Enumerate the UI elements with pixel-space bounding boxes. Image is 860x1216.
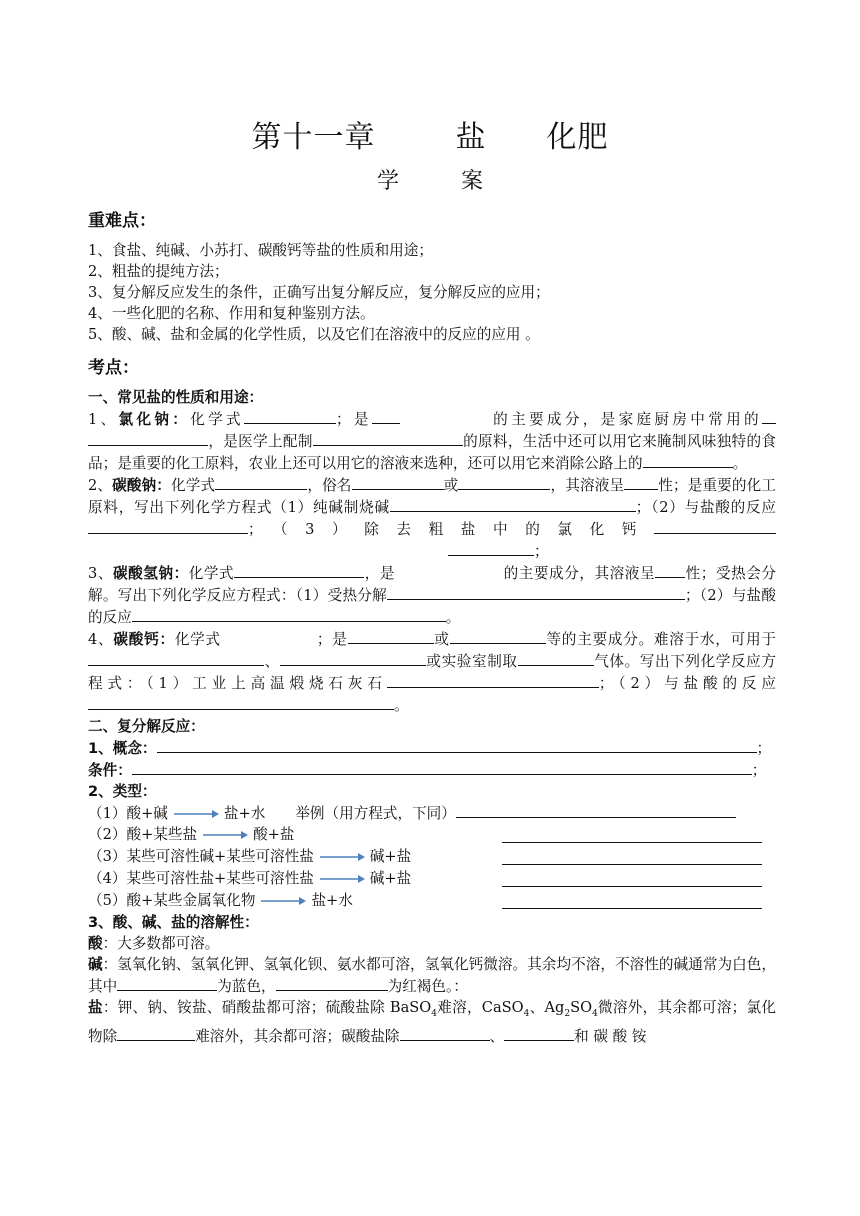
key-point-item: 4、一些化肥的名称、作用和复种鉴别方法。 xyxy=(88,305,375,322)
text: 或实验室制取 xyxy=(425,653,518,670)
text: 化学式 xyxy=(174,631,221,648)
blank-field[interactable] xyxy=(215,474,307,490)
type-left: （4）某些可溶性盐+某些可溶性盐 xyxy=(88,870,314,887)
concept-line xyxy=(88,737,776,759)
text: 的主要成分，其溶液呈 xyxy=(503,565,656,582)
condition-field[interactable] xyxy=(132,759,752,775)
type-right: 碱+盐 xyxy=(369,848,412,865)
types-heading: 2、类型： xyxy=(88,783,157,800)
text: ，是 xyxy=(364,565,396,582)
text: 性；是重要的化工原料，写出下列化学方程式（1）纯碱制烧碱 xyxy=(88,477,776,516)
blank-field[interactable] xyxy=(456,802,736,818)
na2co3-name: 碳酸钠： xyxy=(112,477,172,494)
blank-field[interactable] xyxy=(88,430,208,446)
item-number: 2、 xyxy=(88,477,113,494)
blank-field[interactable] xyxy=(563,584,685,600)
text: 。 xyxy=(445,609,461,626)
text: ，俗名 xyxy=(307,477,352,494)
text: 或 xyxy=(443,477,459,494)
arrow-icon xyxy=(259,896,307,906)
text: ； xyxy=(534,543,549,560)
subscript: 4 xyxy=(431,1008,437,1019)
text: SO xyxy=(570,999,593,1016)
blank-field[interactable] xyxy=(643,452,733,468)
base-label: 碱 xyxy=(88,956,103,973)
text: ：钾、钠、铵盐、硝酸盐都可溶；硫酸盐除 BaSO xyxy=(102,999,432,1016)
text: 等的主要成分。难溶于水，可用于 xyxy=(545,631,776,648)
text: ； xyxy=(751,762,767,779)
blank-field[interactable] xyxy=(234,562,364,578)
text: 。 xyxy=(732,455,748,472)
text: 微溶外，其余都可溶；氯化物除 xyxy=(88,999,776,1045)
types-list xyxy=(88,802,776,912)
type-right: 碱+盐 xyxy=(369,870,412,887)
title-part-chapter: 第十一章 xyxy=(251,120,376,155)
key-points-list xyxy=(88,240,776,345)
arrow-icon xyxy=(201,830,249,840)
item-number: 4、 xyxy=(88,631,114,648)
blank-field[interactable] xyxy=(348,628,434,644)
key-point-item: 3、复分解反应发生的条件，正确写出复分解反应，复分解反应的应用； xyxy=(88,284,550,301)
content-body xyxy=(88,208,776,1047)
example-label: 举例（用方程式，下同） xyxy=(295,805,456,822)
blank-field[interactable] xyxy=(655,562,685,578)
type-right: 酸+盐 xyxy=(253,826,295,843)
text: 的主要成分，是家庭厨房中常用的 xyxy=(489,411,762,428)
blank-field[interactable] xyxy=(88,650,264,666)
subtitle-part-1: 学 xyxy=(376,169,399,194)
text: 和 碳 酸 铵 xyxy=(574,1027,647,1045)
text: ；是 xyxy=(335,411,372,428)
blank-field[interactable] xyxy=(518,650,594,666)
subscript: 2 xyxy=(564,1008,571,1019)
concept-field[interactable] xyxy=(157,737,757,753)
blank-field[interactable] xyxy=(450,628,546,644)
blank-field[interactable] xyxy=(132,606,446,622)
blank-field[interactable] xyxy=(117,1025,195,1041)
section-2-heading: 二、复分解反应： xyxy=(88,718,205,735)
arrow-icon xyxy=(318,874,366,884)
na2co3-paragraph xyxy=(88,474,776,562)
blank-field[interactable] xyxy=(624,474,658,490)
text: ；（3）除去粗盐中的氯化钙 xyxy=(248,521,654,538)
concept-label: 1、概念： xyxy=(88,740,157,757)
type-left: （1）酸+碱 xyxy=(88,805,168,822)
text: 难溶外，其余都可溶；碳酸盐除 xyxy=(195,1027,400,1045)
blank-field[interactable] xyxy=(313,430,463,446)
text: 性；受热会分解。写出下列化学反应方程式：（1）受热分解 xyxy=(88,565,776,604)
blank-field[interactable] xyxy=(762,408,776,424)
subscript: 4 xyxy=(592,1008,598,1019)
text: 、Ag xyxy=(529,999,565,1016)
text: 为红褐色。： xyxy=(387,978,468,995)
type-right: 盐+水 xyxy=(223,805,266,822)
text: 、 xyxy=(489,1027,505,1045)
blank-field[interactable] xyxy=(276,975,388,991)
text: ，其溶液呈 xyxy=(550,477,625,494)
type-row xyxy=(88,868,411,889)
nacl-name: 氯化钠： xyxy=(118,411,191,428)
key-point-item: 1、食盐、纯碱、小苏打、碳酸钙等盐的性质和用途； xyxy=(88,242,433,259)
blank-field[interactable] xyxy=(654,518,776,534)
blank-field[interactable] xyxy=(88,694,394,710)
exam-heading: 考点： xyxy=(88,358,139,378)
text: ，是医学上配制 xyxy=(208,433,313,450)
type-left: （3）某些可溶性碱+某些可溶性盐 xyxy=(88,848,314,865)
type-right: 盐+水 xyxy=(311,892,353,909)
blank-field[interactable] xyxy=(458,474,550,490)
salt-paragraph xyxy=(88,997,776,1047)
text: 、 xyxy=(264,653,280,670)
answer-line[interactable] xyxy=(502,885,762,887)
text: 气体。写出下列化学反应方程式：（1）工业上高温煅烧石灰石 xyxy=(88,653,776,692)
subscript: 4 xyxy=(523,1008,530,1019)
nacl-paragraph xyxy=(88,408,776,474)
type-row xyxy=(88,802,736,824)
type-left: （2）酸+某些盐 xyxy=(88,826,198,843)
blank-field[interactable] xyxy=(280,650,426,666)
arrow-icon xyxy=(172,809,220,819)
title-part-salt: 盐 xyxy=(455,120,487,155)
page-subtitle xyxy=(0,164,860,195)
answer-line[interactable] xyxy=(502,863,762,865)
text: 化学式 xyxy=(171,477,216,494)
item-number: 1、 xyxy=(88,411,119,428)
section-1-heading: 一、常见盐的性质和用途： xyxy=(88,389,264,406)
blank-field[interactable] xyxy=(88,518,248,534)
blank-field[interactable] xyxy=(448,540,534,556)
text: ；（2）与盐酸的反应 xyxy=(88,587,776,626)
subtitle-part-2: 案 xyxy=(461,169,484,194)
condition-label: 条件： xyxy=(88,762,132,779)
condition-line xyxy=(88,759,776,781)
key-points-heading: 重难点： xyxy=(88,211,156,231)
answer-line[interactable] xyxy=(502,907,762,909)
text: 。 xyxy=(394,697,409,714)
blank-field[interactable] xyxy=(372,408,400,424)
text: 或 xyxy=(433,631,450,648)
salt-label: 盐 xyxy=(88,999,103,1016)
key-point-item: 5、酸、碱、盐和金属的化学性质，以及它们在溶液中的反应的应用 。 xyxy=(88,326,540,343)
text: ； xyxy=(756,740,772,757)
key-point-item: 2、粗盐的提纯方法； xyxy=(88,263,229,280)
blank-field[interactable] xyxy=(387,672,599,688)
text: ；是 xyxy=(316,631,348,648)
text: ；（2）与盐酸的反应 xyxy=(635,499,776,516)
text: 的原料，生活中还可以用它来腌制风味独特的食品；是重要的化工原料，农业上还可以用它的溶液来选种，还可以用它来消除公路上的 xyxy=(88,433,776,472)
text: 为蓝色， xyxy=(217,978,276,995)
caco3-name: 碳酸钙： xyxy=(113,631,175,648)
blank-field[interactable] xyxy=(390,496,636,512)
caco3-paragraph xyxy=(88,628,776,716)
base-paragraph xyxy=(88,954,776,997)
solubility-heading: 3、酸、碱、盐的溶解性： xyxy=(88,914,259,931)
text: 化学式 xyxy=(188,565,235,582)
page-title xyxy=(0,112,860,156)
blank-field[interactable] xyxy=(352,474,444,490)
blank-field[interactable] xyxy=(400,1025,490,1041)
arrow-icon xyxy=(318,852,366,862)
text: ：大多数都可溶。 xyxy=(102,935,220,952)
text: 化学式 xyxy=(190,411,244,428)
text: 难溶，CaSO xyxy=(437,999,524,1016)
type-row xyxy=(88,824,295,845)
item-number: 3、 xyxy=(88,565,113,582)
blank-field[interactable] xyxy=(504,1025,574,1041)
answer-line[interactable] xyxy=(502,841,762,843)
type-row xyxy=(88,846,411,867)
title-part-fertilizer: 化肥 xyxy=(546,120,609,155)
acid-line xyxy=(88,933,776,954)
blank-field[interactable] xyxy=(387,584,563,600)
blank-field[interactable] xyxy=(117,975,217,991)
type-left: （5）酸+某些金属氧化物 xyxy=(88,892,256,909)
acid-label: 酸 xyxy=(88,935,103,952)
text: ：氢氧化钠、氢氧化钾、氢氧化钡、氨水都可溶，氢氧化钙微溶。其余均不溶，不溶性的碱通常为白色，其中 xyxy=(88,956,776,995)
blank-field[interactable] xyxy=(244,408,336,424)
type-row xyxy=(88,890,353,911)
text: ；（2）与盐酸的反应 xyxy=(598,675,776,692)
nahco3-name: 碳酸氢钠： xyxy=(113,565,189,582)
nahco3-paragraph xyxy=(88,562,776,628)
